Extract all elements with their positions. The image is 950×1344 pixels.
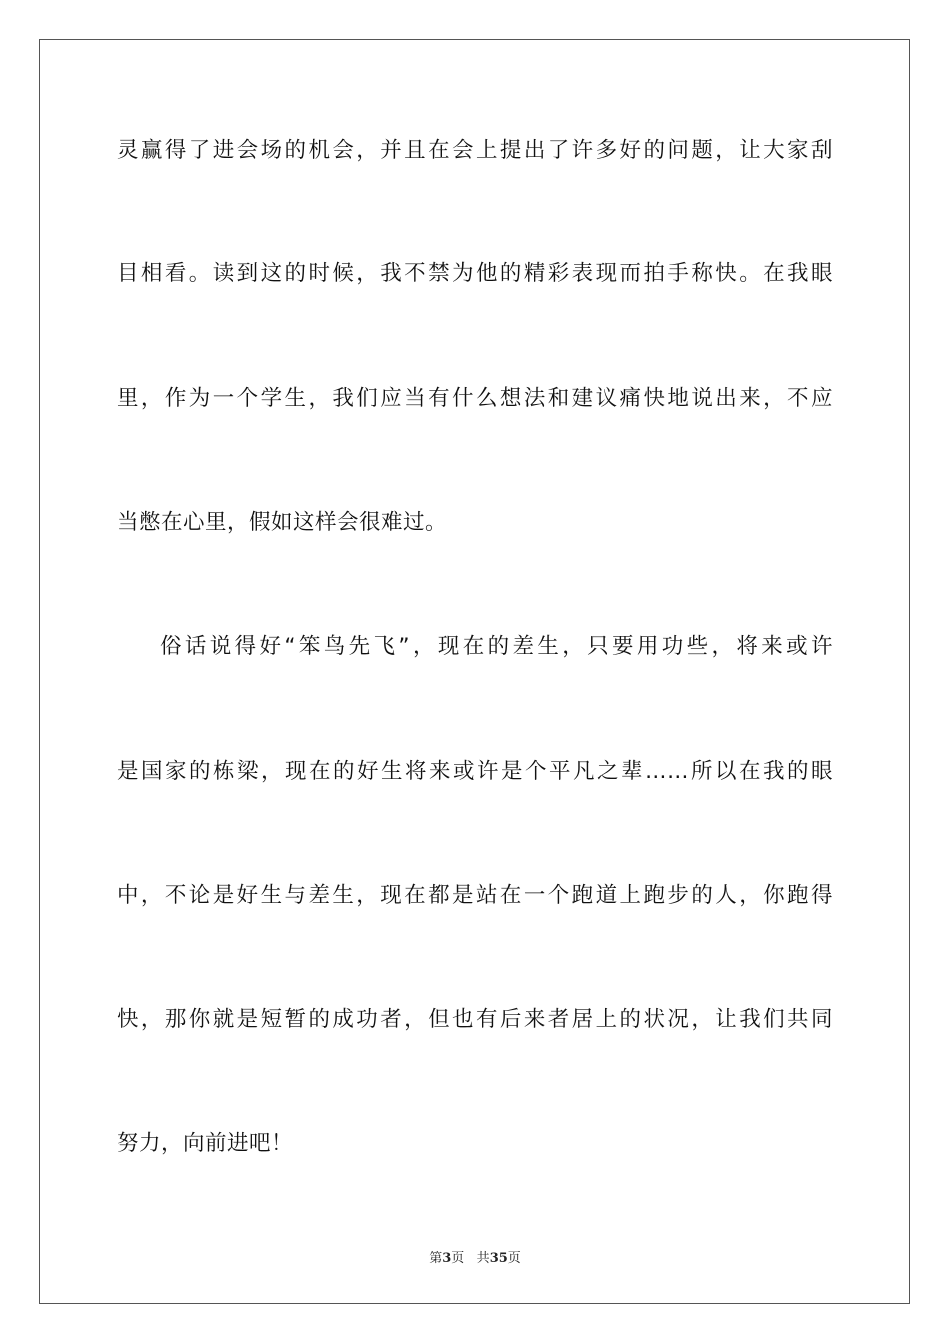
paragraph-line: 努力，向前进吧！: [117, 1131, 294, 1156]
total-suffix: 页: [507, 1251, 521, 1266]
paragraph-line: 俗话说得好“笨鸟先飞”，现在的差生，只要用功些，将来或许: [160, 634, 833, 659]
paragraph-line: 快，那你就是短暂的成功者，但也有后来者居上的状况，让我们共同: [117, 1007, 833, 1032]
page-number: 3: [442, 1251, 452, 1266]
page-border: [39, 39, 910, 1304]
paragraph-line: 目相看。读到这的时候，我不禁为他的精彩表现而拍手称快。在我眼: [117, 261, 833, 286]
paragraph-line: 当憋在心里，假如这样会很难过。: [117, 510, 448, 535]
paragraph-line: 是国家的栋梁，现在的好生将来或许是个平凡之辈……所以在我的眼: [117, 759, 833, 784]
page-suffix: 页: [451, 1251, 465, 1266]
total-prefix: 共: [476, 1251, 490, 1266]
paragraph-line: 中，不论是好生与差生，现在都是站在一个跑道上跑步的人，你跑得: [117, 883, 833, 908]
total-pages: 35: [489, 1251, 508, 1266]
page-prefix: 第: [429, 1251, 443, 1266]
page-footer: [0, 1247, 950, 1266]
paragraph-line: 灵赢得了进会场的机会，并且在会上提出了许多好的问题，让大家刮: [117, 138, 833, 163]
paragraph-line: 里，作为一个学生，我们应当有什么想法和建议痛快地说出来，不应: [117, 386, 833, 411]
